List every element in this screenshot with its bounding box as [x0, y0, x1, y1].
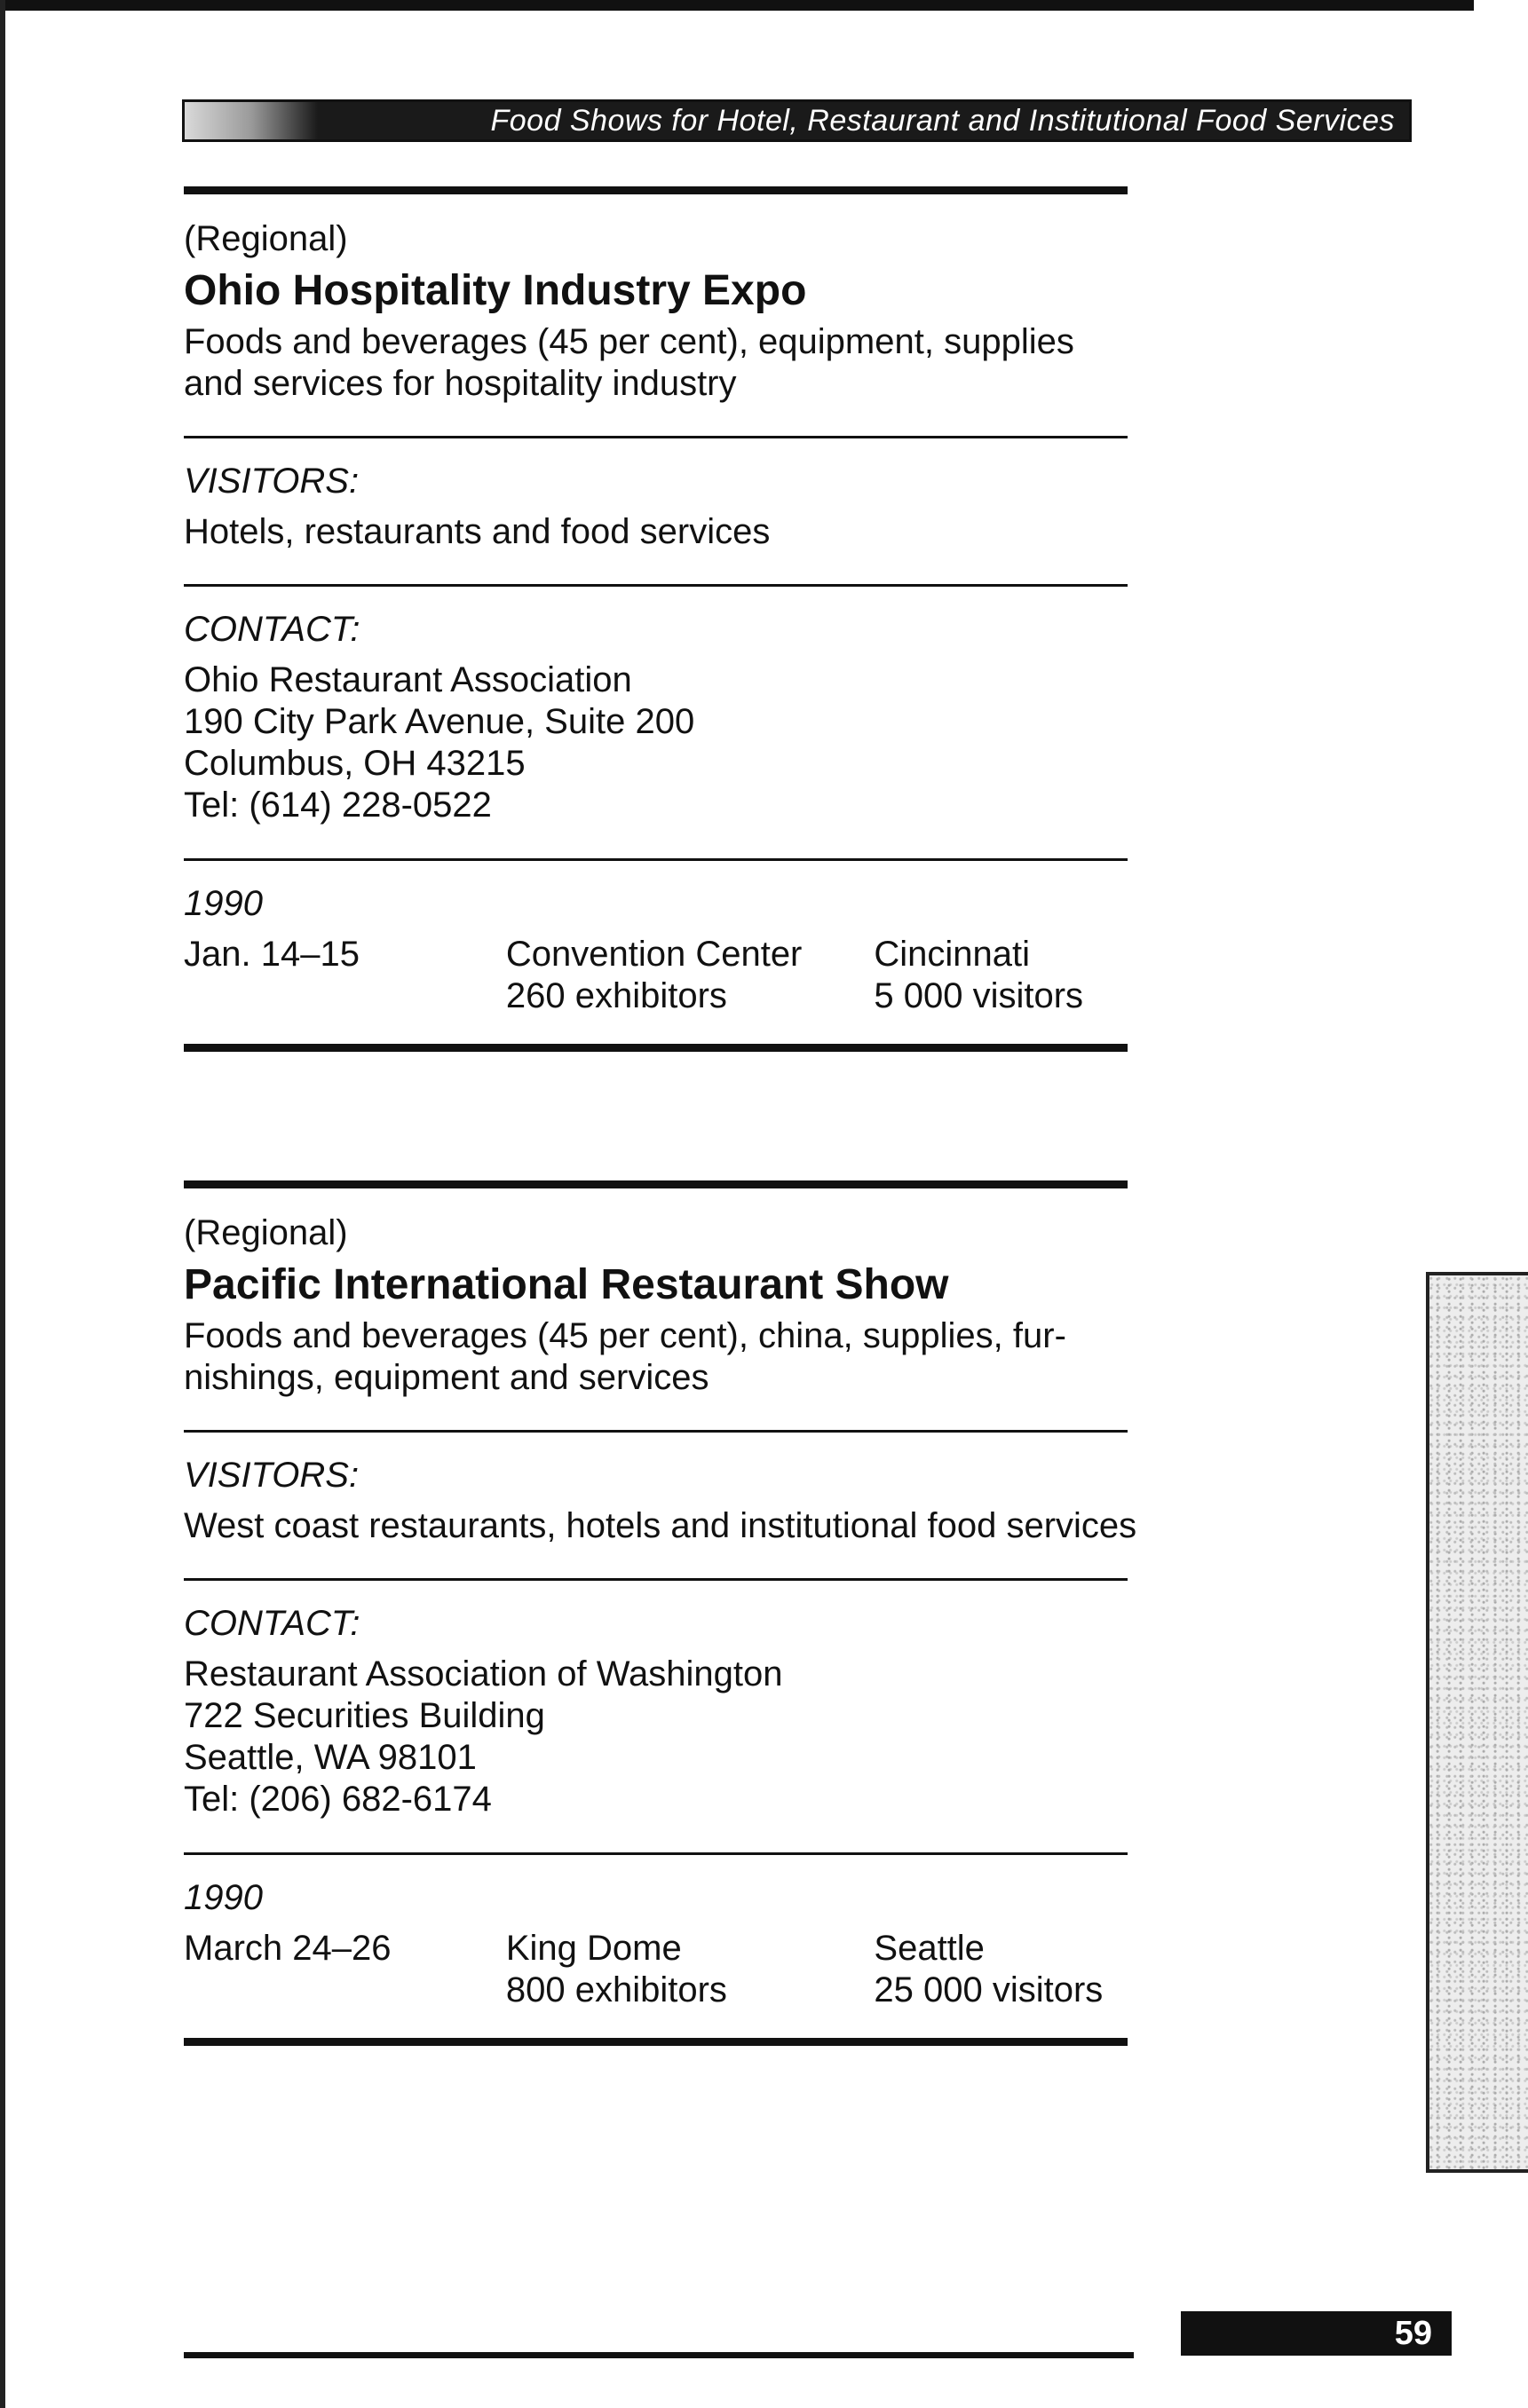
schedule-row: [184, 934, 1134, 1017]
visitor-count: 5 000 visitors: [874, 976, 1084, 1015]
section-header-band: [182, 99, 1412, 142]
entry-region: (Regional): [184, 1213, 348, 1252]
schedule-dates: March 24–26: [184, 1929, 392, 1968]
entry-title: Ohio Hospitality Industry Expo: [184, 267, 807, 314]
entry-top-rule: [184, 1180, 1128, 1188]
section-header-title: Food Shows for Hotel, Restaurant and Institutional Food Services: [490, 103, 1395, 138]
schedule-dates: Jan. 14–15: [184, 935, 360, 974]
schedule-venue: [506, 934, 875, 1017]
schedule-location: [874, 934, 1134, 1017]
contact-label: CONTACT:: [184, 610, 360, 649]
entry-description-line: Foods and beverages (45 per cent), china, supplies, fur-: [184, 1316, 1066, 1355]
side-thumb-tab: [1426, 1272, 1528, 2173]
top-border-rule: [0, 0, 1474, 11]
page-number-box: [1181, 2311, 1452, 2356]
contact-label: CONTACT:: [184, 1604, 360, 1643]
venue-name: King Dome: [505, 1929, 682, 1968]
city-name: Cincinnati: [874, 935, 1031, 974]
entry-description-line: and services for hospitality industry: [184, 364, 737, 403]
trade-show-entry-ohio: [184, 186, 1134, 1052]
header-fade-decoration: [185, 102, 318, 139]
schedule-row: [184, 1928, 1134, 2011]
trade-show-entry-pacific: [184, 1180, 1137, 2046]
visitors-label: VISITORS:: [184, 1456, 360, 1495]
contact-line: Ohio Restaurant Association: [184, 660, 632, 699]
left-page-edge: [0, 0, 5, 2408]
entry-region: (Regional): [184, 219, 348, 258]
entry-title: Pacific International Restaurant Show: [184, 1261, 949, 1308]
exhibitor-count: 260 exhibitors: [505, 976, 727, 1015]
schedule-location: [874, 1928, 1134, 2011]
contact-line: Seattle, WA 98101: [184, 1738, 477, 1777]
exhibitor-count: 800 exhibitors: [505, 1970, 727, 2009]
visitor-count: 25 000 visitors: [874, 1970, 1104, 2009]
visitors-text: West coast restaurants, hotels and institutional food services: [184, 1506, 1137, 1545]
entry-top-rule: [184, 186, 1128, 194]
contact-line: Columbus, OH 43215: [184, 744, 526, 783]
schedule-venue: [506, 1928, 875, 2011]
schedule-year: 1990: [184, 1878, 263, 1917]
entry-description-line: Foods and beverages (45 per cent), equipment, supplies: [184, 322, 1074, 361]
contact-line: 722 Securities Building: [184, 1696, 545, 1735]
footer-rule: [184, 2352, 1134, 2358]
contact-line: Restaurant Association of Washington: [184, 1654, 783, 1693]
entry-bottom-rule: [184, 1044, 1128, 1052]
contact-line: Tel: (614) 228-0522: [184, 786, 492, 825]
entry-description-line: nishings, equipment and services: [184, 1358, 709, 1397]
entry-bottom-rule: [184, 2038, 1128, 2046]
schedule-year: 1990: [184, 884, 263, 923]
venue-name: Convention Center: [505, 935, 803, 974]
visitors-text: Hotels, restaurants and food services: [184, 512, 771, 551]
visitors-label: VISITORS:: [184, 462, 360, 501]
contact-line: 190 City Park Avenue, Suite 200: [184, 702, 695, 741]
contact-line: Tel: (206) 682-6174: [184, 1780, 492, 1819]
city-name: Seattle: [874, 1929, 985, 1968]
page-number: 59: [1394, 2314, 1432, 2352]
